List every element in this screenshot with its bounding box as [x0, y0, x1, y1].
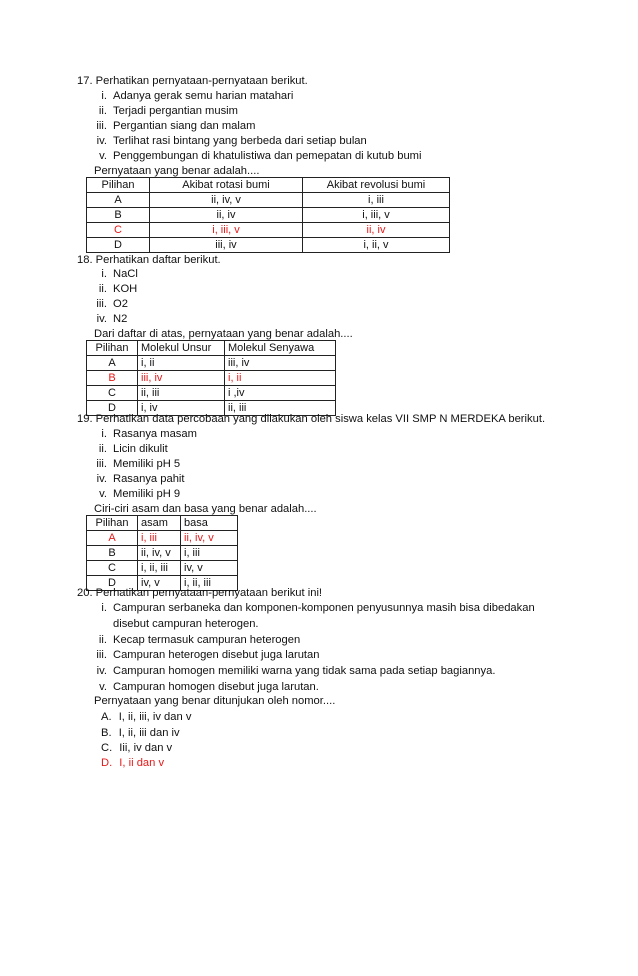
table-cell: D	[87, 401, 138, 416]
table-header-cell: Molekul Unsur	[138, 341, 225, 356]
q17-item-number: v.	[99, 150, 107, 162]
table-cell: i, ii	[225, 371, 336, 386]
q20-item-number: iv.	[96, 665, 107, 677]
table-header-cell: Molekul Senyawa	[225, 341, 336, 356]
q17-item-text: Adanya gerak semu harian matahari	[113, 90, 294, 102]
table-cell: iii, iv	[150, 238, 303, 253]
table-row	[87, 208, 450, 223]
q19-stem: 19. Perhatikan data percobaan yang dilakukan oleh siswa kelas VII SMP N MERDEKA berikut.	[77, 413, 546, 425]
table-cell: ii, iii	[138, 386, 225, 401]
table-cell: D	[87, 576, 138, 591]
table-cell: i, ii	[138, 356, 225, 371]
table-header-cell: Akibat rotasi bumi	[150, 178, 303, 193]
q17-item-text: Terlihat rasi bintang yang berbeda dari setiap bulan	[113, 135, 367, 147]
table-row	[87, 356, 336, 371]
q19-item-text: Memiliki pH 9	[113, 488, 181, 500]
q20-item-text: Campuran homogen disebut juga larutan.	[113, 681, 319, 693]
table-header-cell: Pilihan	[87, 341, 138, 356]
table-row-correct-answer	[87, 371, 336, 386]
q18-item-text: KOH	[113, 283, 138, 295]
q19-prompt: Ciri-ciri asam dan basa yang benar adalah....	[94, 503, 317, 515]
q20-item-text: Campuran heterogen disebut juga larutan	[113, 649, 320, 661]
option-text: I, ii, iii dan iv	[118, 727, 180, 739]
q19-item-number: i.	[101, 428, 107, 440]
q17-item-text: Pergantian siang dan malam	[113, 120, 256, 132]
q18-item-text: NaCl	[113, 268, 138, 280]
q20-item-number: iii.	[96, 649, 107, 661]
q18-answer-table	[86, 340, 336, 416]
option-letter: C.	[101, 742, 113, 754]
table-row-correct-answer	[87, 223, 450, 238]
table-cell: ii, iv, v	[181, 531, 238, 546]
table-row	[87, 386, 336, 401]
q19-item-number: v.	[99, 488, 107, 500]
option-letter: B.	[101, 727, 112, 739]
q20-option-b	[101, 726, 180, 740]
q20-item-number: i.	[101, 602, 107, 614]
table-cell: C	[87, 223, 150, 238]
q20-stem: 20. Perhatikan pernyataan-pernyataan berikut ini!	[77, 587, 323, 599]
q20-item-text: Campuran homogen memiliki warna yang tidak sama pada setiap bagiannya.	[113, 665, 496, 677]
table-cell: C	[87, 561, 138, 576]
table-header-row	[87, 341, 336, 356]
q19-item-text: Rasanya pahit	[113, 473, 185, 485]
q17-item-number: iv.	[96, 135, 107, 147]
table-cell: i, iii	[303, 193, 450, 208]
option-letter: D.	[101, 757, 113, 769]
q19-item-text: Licin dikulit	[113, 443, 168, 455]
q20-item-number: ii.	[98, 634, 107, 646]
table-cell: ii, iv	[303, 223, 450, 238]
q17-item-text: Penggembungan di khatulistiwa dan pemepatan di kutub bumi	[113, 150, 422, 162]
table-cell: B	[87, 208, 150, 223]
q18-stem: 18. Perhatikan daftar berikut.	[77, 254, 221, 266]
q20-item-text: Campuran serbaneka dan komponen-komponen penyusunnya masih bisa dibedakan	[113, 602, 535, 614]
table-header-cell: asam	[138, 516, 181, 531]
q20-option-d-correct-answer	[101, 756, 164, 770]
q17-answer-table	[86, 177, 450, 253]
q19-item-number: iv.	[96, 473, 107, 485]
q19-answer-table	[86, 515, 238, 591]
table-cell: iii, iv	[138, 371, 225, 386]
q20-prompt: Pernyataan yang benar ditunjukan oleh nomor....	[94, 695, 336, 707]
q18-item-text: N2	[113, 313, 128, 325]
table-cell: A	[87, 356, 138, 371]
q17-item-number: ii.	[98, 105, 107, 117]
table-cell: C	[87, 386, 138, 401]
q18-item-number: ii.	[98, 283, 107, 295]
q17-item-text: Terjadi pergantian musim	[113, 105, 238, 117]
option-text: Iii, iv dan v	[119, 742, 173, 754]
table-cell: B	[87, 371, 138, 386]
table-header-cell: Pilihan	[87, 516, 138, 531]
table-cell: ii, iv	[150, 208, 303, 223]
table-row	[87, 546, 238, 561]
table-cell: i, ii, iii	[181, 576, 238, 591]
q19-item-text: Rasanya masam	[113, 428, 197, 440]
table-cell: iii, iv	[225, 356, 336, 371]
q18-item-number: iii.	[96, 298, 107, 310]
q18-item-number: iv.	[96, 313, 107, 325]
table-cell: D	[87, 238, 150, 253]
q18-item-number: i.	[101, 268, 107, 280]
table-header-cell: Pilihan	[87, 178, 150, 193]
table-cell: A	[87, 531, 138, 546]
option-letter: A.	[101, 711, 112, 723]
table-header-cell: basa	[181, 516, 238, 531]
table-row	[87, 193, 450, 208]
q17-stem: 17. Perhatikan pernyataan-pernyataan berikut.	[77, 75, 308, 87]
table-cell: ii, iii	[225, 401, 336, 416]
q17-item-number: i.	[101, 90, 107, 102]
q19-item-number: iii.	[96, 458, 107, 470]
q20-item-number: v.	[99, 681, 107, 693]
table-cell: i, ii, v	[303, 238, 450, 253]
table-cell: i, iii	[138, 531, 181, 546]
table-header-cell: Akibat revolusi bumi	[303, 178, 450, 193]
q17-prompt: Pernyataan yang benar adalah....	[94, 165, 260, 177]
q20-option-c	[101, 741, 172, 755]
table-cell: iv, v	[181, 561, 238, 576]
q18-prompt: Dari daftar di atas, pernyataan yang benar adalah....	[94, 328, 353, 340]
q20-item-text: Kecap termasuk campuran heterogen	[113, 634, 301, 646]
option-text: I, ii dan v	[119, 757, 165, 769]
table-cell: i, ii, iii	[138, 561, 181, 576]
table-header-row	[87, 178, 450, 193]
table-row	[87, 561, 238, 576]
q18-item-text: O2	[113, 298, 128, 310]
table-cell: B	[87, 546, 138, 561]
table-cell: ii, iv, v	[150, 193, 303, 208]
table-cell: iv, v	[138, 576, 181, 591]
option-text: I, ii, iii, iv dan v	[118, 711, 192, 723]
table-cell: i ,iv	[225, 386, 336, 401]
q19-item-text: Memiliki pH 5	[113, 458, 181, 470]
table-cell: i, iv	[138, 401, 225, 416]
table-row	[87, 238, 450, 253]
table-cell: ii, iv, v	[138, 546, 181, 561]
table-cell: i, iii, v	[150, 223, 303, 238]
q20-item-text-continued: disebut campuran heterogen.	[113, 618, 259, 630]
table-header-row	[87, 516, 238, 531]
table-cell: A	[87, 193, 150, 208]
q17-item-number: iii.	[96, 120, 107, 132]
table-cell: i, iii	[181, 546, 238, 561]
table-row-correct-answer	[87, 531, 238, 546]
q20-option-a	[101, 710, 191, 724]
q19-item-number: ii.	[98, 443, 107, 455]
table-cell: i, iii, v	[303, 208, 450, 223]
